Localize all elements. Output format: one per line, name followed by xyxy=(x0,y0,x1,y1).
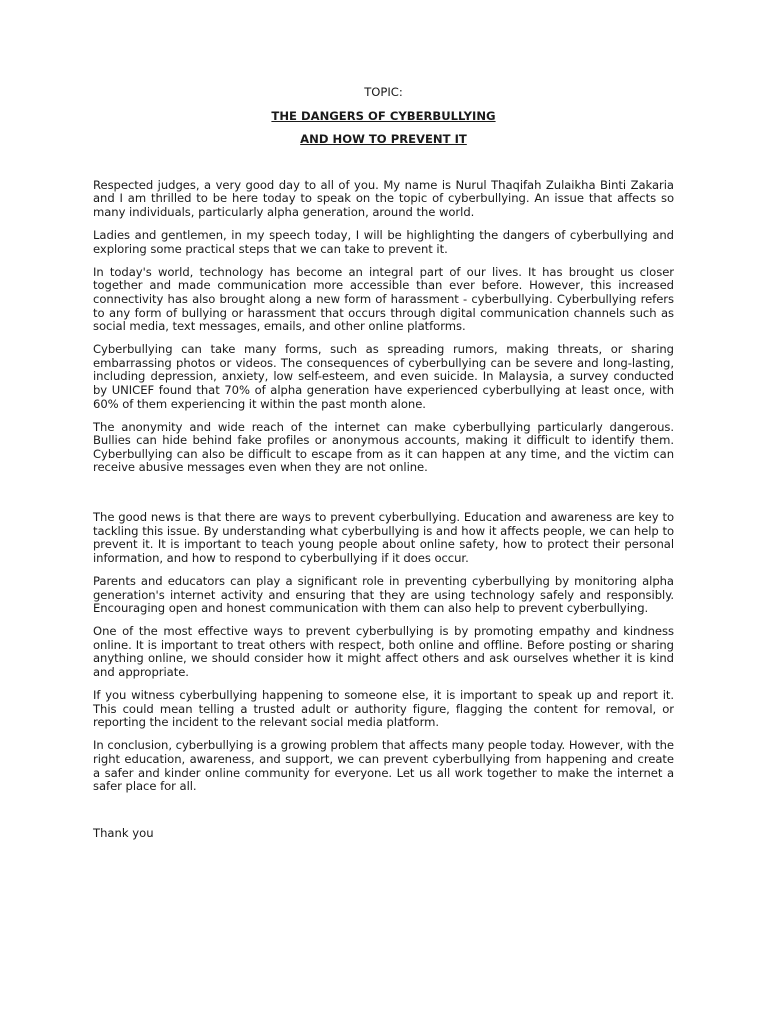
paragraph-agenda: Ladies and gentlemen, in my speech today, I will be highlighting the dangers of cyberbullying and exploring some practical steps that we can take to prevent it. xyxy=(93,228,674,256)
title-line-2: AND HOW TO PREVENT IT xyxy=(300,132,467,147)
paragraph-anonymity: The anonymity and wide reach of the internet can make cyberbullying particularly dangerous. Bullies can hide behind fake profiles or anonymous accounts, making it difficult to identify them. Cyberbullying can also be difficult to escape from as it can happen at any time, and the victim can receive abusive messages even when they are not online. xyxy=(93,419,674,475)
paragraph-empathy: One of the most effective ways to prevent cyberbullying is by promoting empathy and kindness online. It is important to treat others with respect, both online and offline. Before posting or sharing anything online, we should consider how it might affect others and ask ourselves whether it is kind and appropriate. xyxy=(93,624,674,679)
title-line-1: THE DANGERS OF CYBERBULLYING xyxy=(271,108,496,123)
topic-label: TOPIC: xyxy=(364,85,403,99)
paragraph-introduction: Respected judges, a very good day to all of you. My name is Nurul Thaqifah Zulaikha Binti Zakaria and I am thrilled to be here today to speak on the topic of cyberbullying. An issue that affects so many individuals, particularly alpha generation, around the world. xyxy=(93,177,674,219)
paragraph-parents-educators: Parents and educators can play a significant role in preventing cyberbullying by monitoring alpha generation's internet activity and ensuring that they are using technology safely and responsibly. Encouraging open and honest communication with them can also help to prevent cyberbullying. xyxy=(93,573,674,616)
closing-remark: Thank you xyxy=(93,825,154,840)
paragraph-witness: If you witness cyberbullying happening to someone else, it is important to speak up and report it. This could mean telling a trusted adult or authority figure, flagging the content for removal, or reporting the incident to the relevant social media platform. xyxy=(93,688,674,730)
paragraph-conclusion: In conclusion, cyberbullying is a growing problem that affects many people today. However, with the right education, awareness, and support, we can prevent cyberbullying from happening and create a safer and kinder online community for everyone. Let us all work together to make the internet a safer place for all. xyxy=(93,738,674,794)
paragraph-forms-consequences: Cyberbullying can take many forms, such as spreading rumors, making threats, or sharing embarrassing photos or videos. The consequences of cyberbullying can be severe and long-lasting, including depression, anxiety, low self-esteem, and even suicide. In Malaysia, a survey conducted by UNICEF found that 70% of alpha generation have experienced cyberbullying at least once, with 60% of them experiencing it within the past month alone. xyxy=(93,342,674,411)
paragraph-technology: In today's world, technology has become an integral part of our lives. It has brought us closer together and made communication more accessible than ever before. However, this increased connectivity has also brought along a new form of harassment - cyberbullying. Cyberbullying refers to any form of bullying or harassment that occurs through digital communication channels such as social media, text messages, emails, and other online platforms. xyxy=(93,264,674,334)
document-page xyxy=(93,86,674,840)
paragraph-good-news: The good news is that there are ways to prevent cyberbullying. Education and awareness are key to tackling this issue. By understanding what cyberbullying is and how it affects people, we can help to prevent it. It is important to teach young people about online safety, how to protect their personal information, and how to respond to cyberbullying if it does occur. xyxy=(93,510,674,565)
